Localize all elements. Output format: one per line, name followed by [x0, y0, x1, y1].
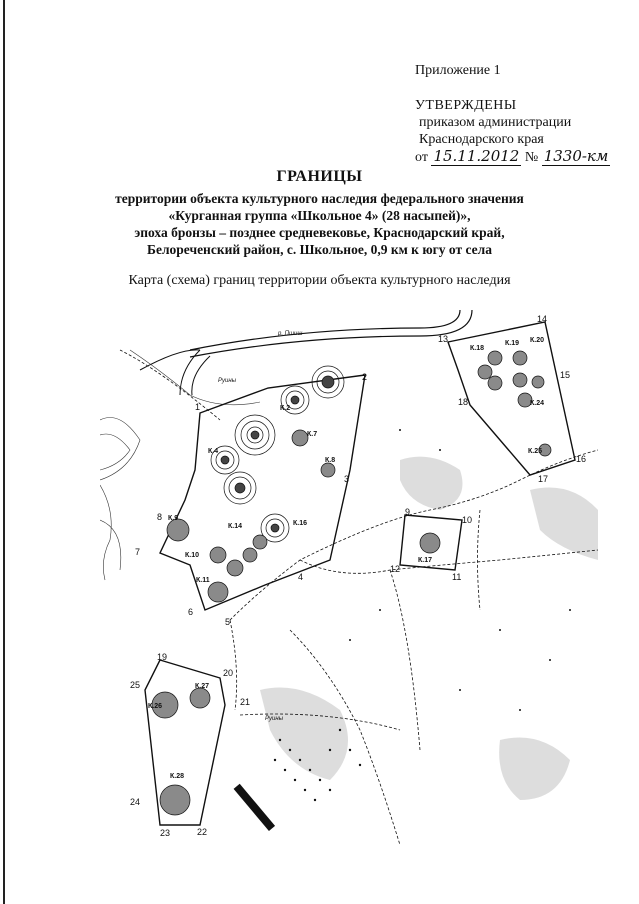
svg-text:7: 7 [135, 547, 141, 557]
svg-text:24: 24 [130, 797, 141, 807]
kurgan-label-8: К.8 [325, 457, 336, 464]
svg-text:13: 13 [438, 334, 449, 344]
kurgan-label-4: К.4 [208, 448, 219, 455]
black-bar [234, 784, 275, 831]
terrain-shading [260, 457, 598, 800]
kurgan-label-2: К.2 [280, 405, 291, 412]
kurgan-label-7: К.7 [307, 431, 318, 438]
svg-text:8: 8 [157, 512, 163, 522]
title-line-3: эпоха бронзы – позднее средневековье, Краснодарский край, [134, 225, 505, 240]
document-title [0, 168, 639, 258]
ruins-label-1: Руины [218, 378, 237, 384]
page-edge-line [3, 0, 5, 904]
ruins-label-2: Руины [265, 716, 284, 722]
approval-line-2: Краснодарского края [419, 132, 544, 147]
approval-date-line [415, 148, 610, 166]
kurgan-label-27: К.27 [195, 683, 210, 690]
svg-text:1: 1 [195, 402, 201, 412]
kurgan-label-17: К.17 [418, 557, 433, 564]
approval-block [415, 62, 610, 166]
contour-lines [100, 350, 260, 580]
kurgan-label-28: К.28 [170, 773, 185, 780]
kurgan-label-9: К.9 [168, 515, 179, 522]
svg-text:25: 25 [130, 680, 141, 690]
kurgan-label-14: К.14 [228, 523, 243, 530]
svg-text:15: 15 [560, 370, 571, 380]
svg-text:2: 2 [362, 372, 368, 382]
approval-line-1: приказом администрации [419, 115, 572, 130]
map-subtitle: Карта (схема) границ территории объекта культурного наследия [128, 273, 511, 288]
kurgan-label-26: К.26 [148, 703, 163, 710]
kurgan-label-18: К.18 [470, 345, 485, 352]
title-line-2: «Курганная группа «Школьное 4» (28 насыпей)», [168, 208, 471, 223]
kurgan-cluster-1 [211, 366, 344, 542]
svg-text:20: 20 [223, 668, 234, 678]
title-heading: ГРАНИЦЫ [276, 168, 363, 185]
svg-text:11: 11 [452, 572, 462, 582]
svg-text:21: 21 [240, 697, 251, 707]
from-label: от [415, 150, 428, 165]
kurgan-label-25: К.25 [528, 448, 543, 455]
approved-label: УТВЕРЖДЕНЫ [415, 98, 517, 113]
kurgan-labels [148, 337, 544, 780]
title-line-1: территории объекта культурного наследия федерального значения [115, 191, 524, 206]
svg-text:9: 9 [405, 507, 411, 517]
svg-text:23: 23 [160, 828, 171, 838]
svg-text:18: 18 [458, 397, 469, 407]
kurgan-label-10: К.10 [185, 552, 200, 559]
kurgan-label-20: К.20 [530, 337, 545, 344]
kurgan-label-11: К.11 [196, 577, 210, 584]
handwritten-number: 1330-км [543, 147, 609, 165]
boundary-map [100, 310, 598, 845]
kurgan-label-19: К.19 [505, 340, 520, 347]
svg-text:19: 19 [157, 652, 168, 662]
svg-text:12: 12 [390, 564, 401, 574]
svg-text:4: 4 [298, 572, 304, 582]
svg-text:6: 6 [188, 607, 194, 617]
svg-text:16: 16 [576, 454, 587, 464]
kurgan-label-16: К.16 [293, 520, 308, 527]
svg-text:3: 3 [344, 474, 350, 484]
kurgan-label-24: К.24 [530, 400, 545, 407]
handwritten-date: 15.11.2012 [433, 147, 520, 165]
kurgan-small-grey [152, 351, 551, 815]
svg-text:22: 22 [197, 827, 208, 837]
svg-text:14: 14 [537, 314, 548, 324]
number-label: № [524, 150, 539, 165]
svg-text:10: 10 [462, 515, 473, 525]
appendix-label: Приложение 1 [415, 63, 501, 78]
title-line-4: Белореченский район, с. Школьное, 0,9 км к югу от села [147, 242, 492, 257]
svg-text:17: 17 [538, 474, 549, 484]
river-label: р. Пшиш [278, 331, 303, 337]
svg-text:5: 5 [225, 617, 231, 627]
kurgan-mounds [152, 351, 551, 815]
